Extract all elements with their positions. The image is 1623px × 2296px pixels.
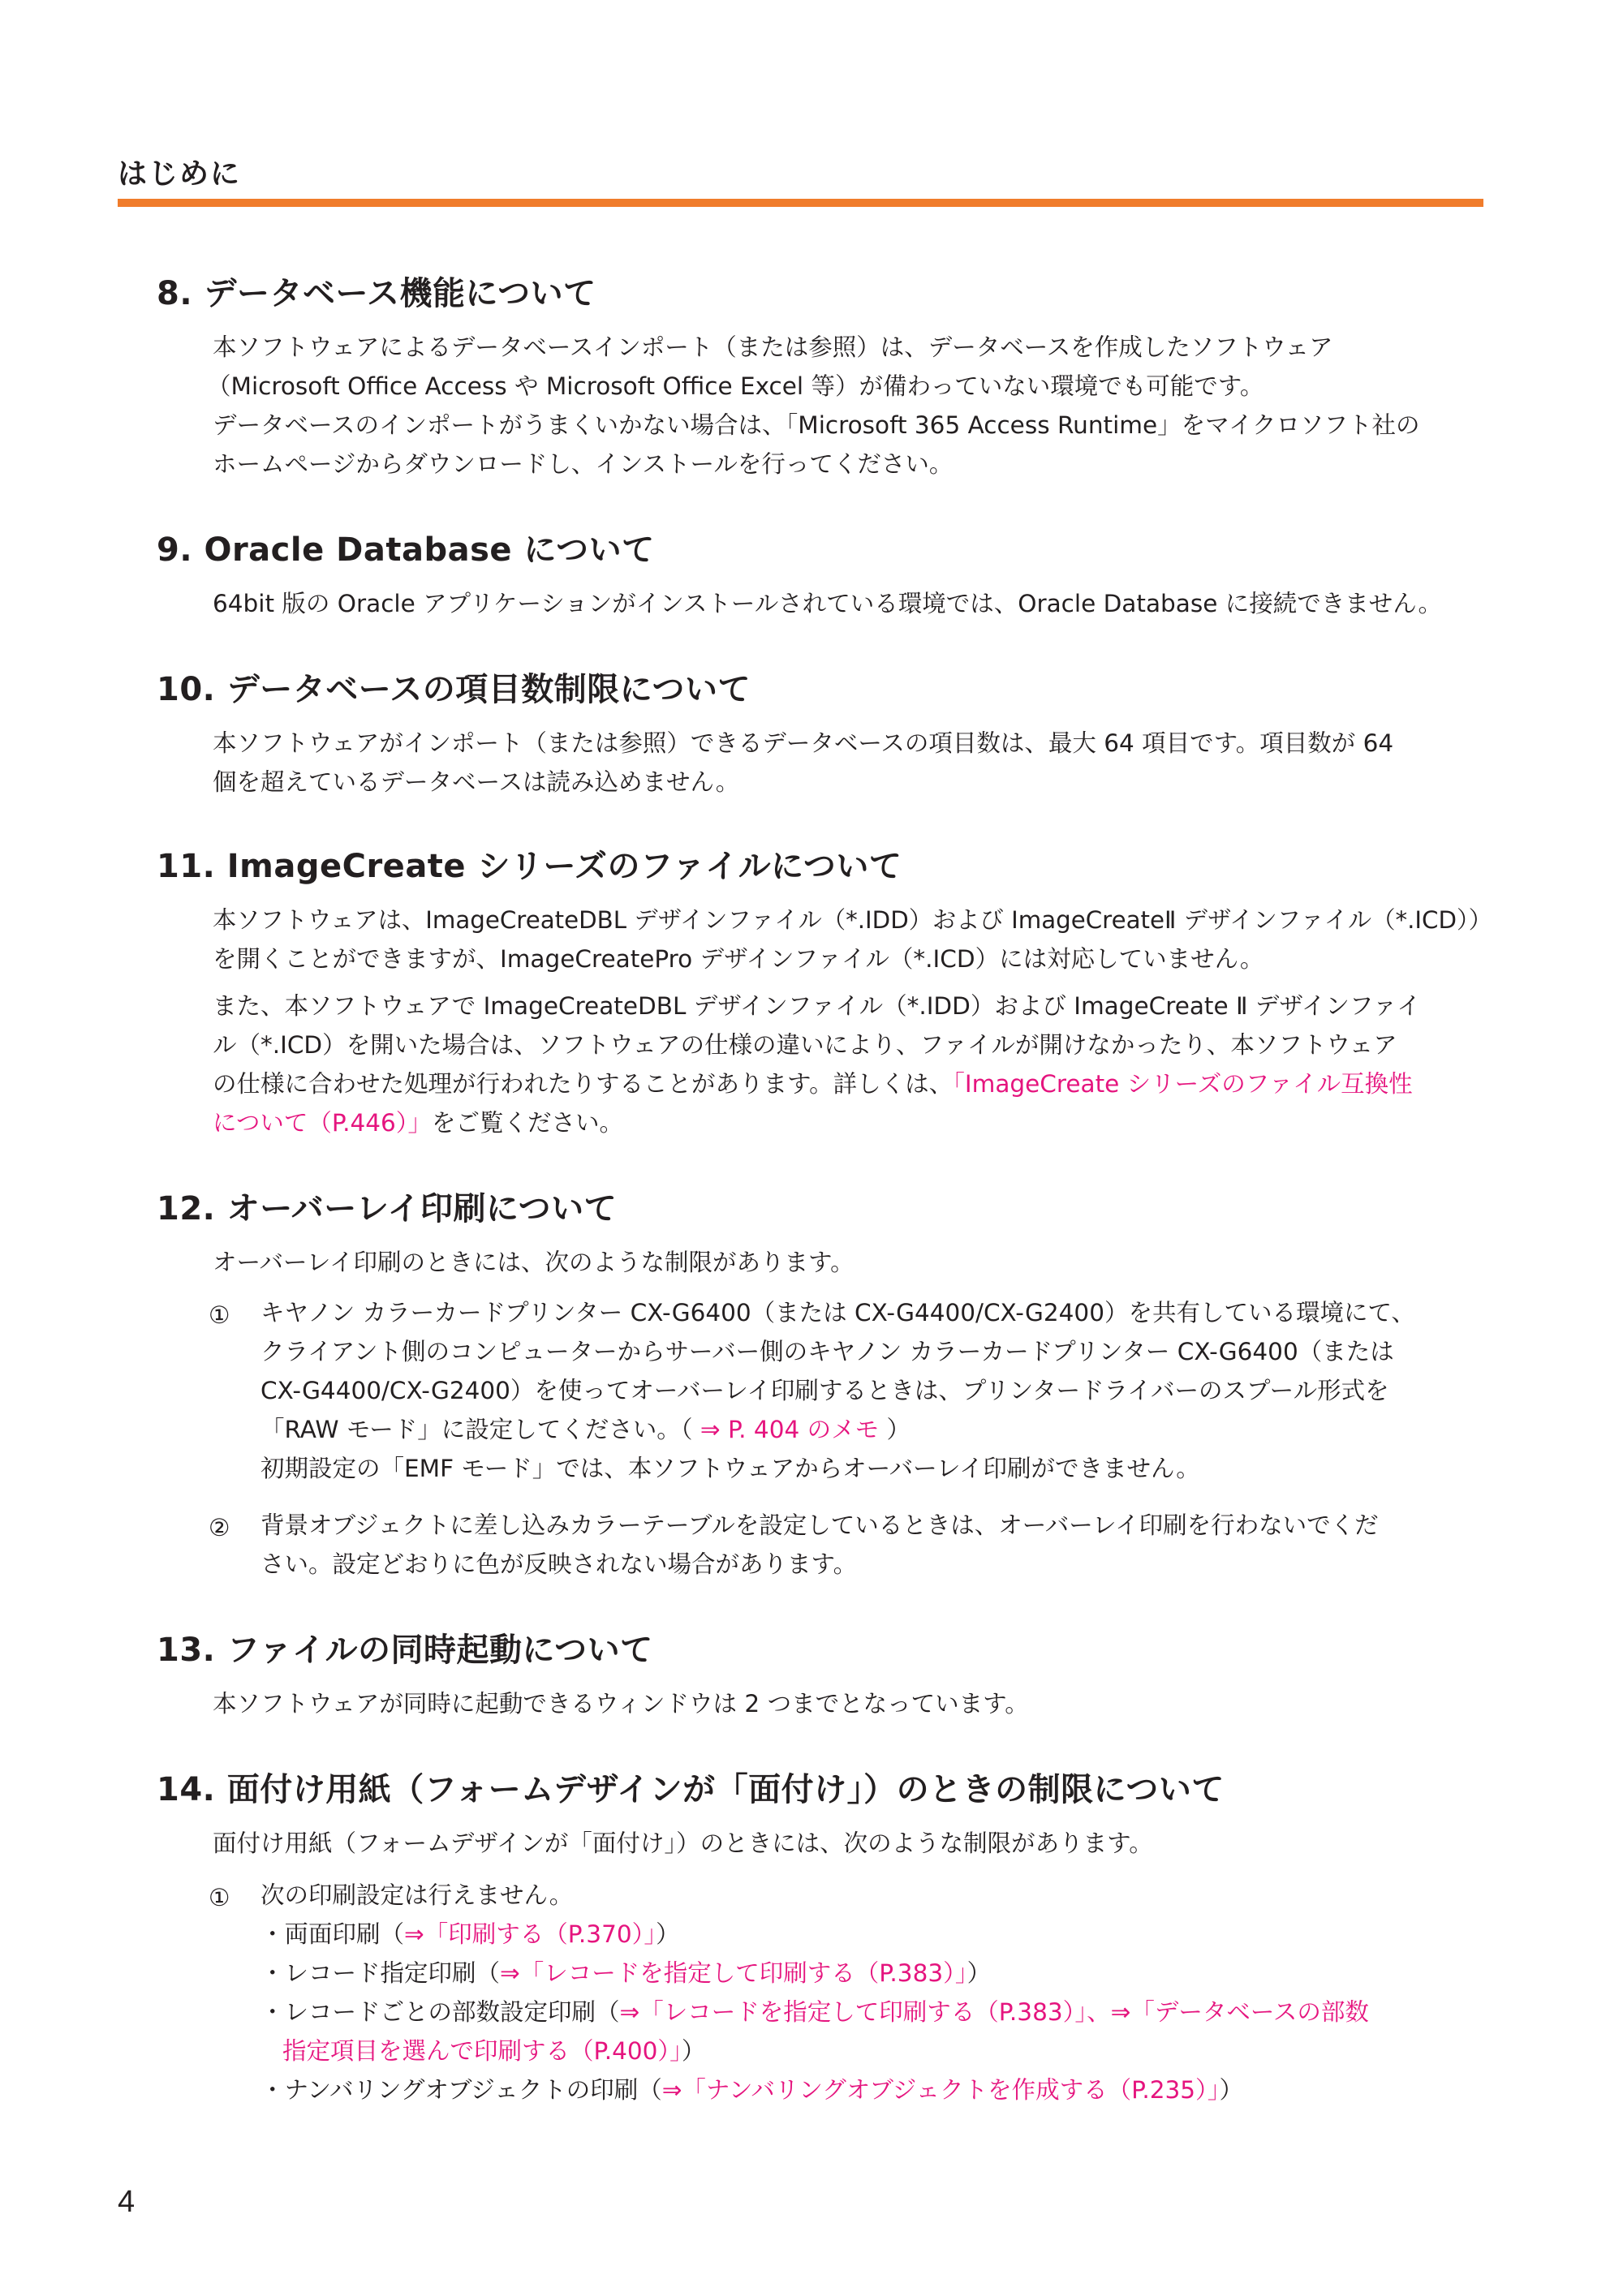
section-heading: 8. データベース機能について [157,275,596,312]
body-line: 64bit 版の Oracle アプリケーションがインストールされている環境では、Oracle Database に接続できません。 [213,590,1442,617]
body-line [213,1111,623,1136]
bullet-text: ） [1219,2076,1244,2104]
body-line: 本ソフトウェアがインポート（または参照）できるデータベースの項目数は、最大 64 項目です。項目数が 64 [213,729,1394,757]
memo-link[interactable]: ⇒ P. 404 のメモ [700,1416,880,1443]
list-item-line: CX-G4400/CX-G2400）を使ってオーバーレイ印刷するときは、プリンタードライバーのスプール形式を [260,1377,1389,1404]
bullet-item [282,2037,706,2065]
body-line: （Microsoft Office Access や Microsoft Office Excel 等）が備わっていない環境でも可能です。 [207,372,1264,400]
section-heading: 10. データベースの項目数制限について [157,671,751,708]
bullet-text: ・両面印刷（ [260,1920,405,1948]
section-heading: 12. オーバーレイ印刷について [157,1190,618,1228]
compatibility-link[interactable]: 「ImageCreate シリーズのファイル互換性 [953,1070,1413,1098]
body-line: データベースのインポートがうまくいかない場合は、「Microsoft 365 Access Runtime」をマイクロソフト社の [213,411,1420,439]
bullet-text: ） [966,1959,992,1987]
list-item-line: クライアント側のコンピューターからサーバー側のキヤノン カラーカードプリンター CX-G6400（または [260,1338,1394,1365]
body-line [213,1070,1413,1098]
body-line: 本ソフトウェアによるデータベースインポート（または参照）は、データベースを作成したソフトウェア [213,333,1333,361]
bullet-text: ・レコード指定印刷（ [260,1959,501,1987]
body-line: オーバーレイ印刷のときには、次のような制限があります。 [213,1249,855,1276]
body-line: 本ソフトウェアが同時に起動できるウィンドウは 2 つまでとなっています。 [213,1690,1029,1718]
body-line: を開くことができますが、ImageCreatePro デザインファイル（*.ICD）には対応していません。 [213,945,1264,973]
section-heading: 13. ファイルの同時起動について [157,1632,653,1669]
list-item-line: キヤノン カラーカードプリンター CX-G6400（または CX-G4400/CX-G2400）を共有している環境にて、 [260,1299,1415,1326]
cross-reference-link[interactable]: 指定項目を選んで印刷する（P.400）」 [282,2037,682,2065]
list-marker: ① [209,1884,230,1911]
list-marker: ② [209,1514,230,1541]
bullet-text: ） [681,2037,706,2065]
body-line: ホームページからダウンロードし、インストールを行ってください。 [213,450,954,478]
body-line: 本ソフトウェアは、ImageCreateDBL デザインファイル（*.IDD）および ImageCreateⅡ デザインファイル（*.ICD）） [213,906,1492,934]
body-text: 「RAW モード」に設定してください。（ [260,1416,700,1443]
bullet-item [260,2076,1244,2104]
section-heading: 14. 面付け用紙（フォームデザインが「面付け」）のときの制限について [157,1771,1225,1808]
bullet-text: ・ナンバリングオブジェクトの印刷（ [260,2076,662,2104]
cross-reference-link[interactable]: ⇒「レコードを指定して印刷する（P.383）」 [500,1959,967,1987]
body-line: ル（*.ICD）を開いた場合は、ソフトウェアの仕様の違いにより、ファイルが開けなかったり、本ソフトウェア [213,1031,1397,1059]
bullet-item [260,1920,680,1948]
header-title: はじめに [118,157,242,191]
list-item-line: 初期設定の「EMF モード」では、本ソフトウェアからオーバーレイ印刷ができません。 [260,1455,1200,1482]
section-heading: 9. Oracle Database について [157,531,655,569]
bullet-text: ） [656,1920,680,1948]
bullet-item [260,1959,992,1987]
list-item-line: 背景オブジェクトに差し込みカラーテーブルを設定しているときは、オーバーレイ印刷を行わないでくだ [260,1511,1379,1539]
bullet-text: ・レコードごとの部数設定印刷（ [260,1998,620,2026]
list-item-line: 次の印刷設定は行えません。 [260,1881,574,1909]
cross-reference-link[interactable]: ⇒「印刷する（P.370）」 [404,1920,657,1948]
bullet-item [260,1998,1369,2026]
cross-reference-link[interactable]: ⇒「レコードを指定して印刷する（P.383）」、⇒「データベースの部数 [619,1998,1369,2026]
list-item-line [260,1418,911,1443]
list-item-line: さい。設定どおりに色が反映されない場合があります。 [260,1550,858,1578]
body-text: の仕様に合わせた処理が行われたりすることがあります。詳しくは、 [213,1070,954,1098]
body-text: ） [879,1416,911,1443]
cross-reference-link[interactable]: ⇒「ナンバリングオブジェクトを作成する（P.235）」 [661,2076,1220,2104]
body-text: をご覧ください。 [432,1109,624,1137]
header-rule [118,199,1483,207]
body-line: また、本ソフトウェアで ImageCreateDBL デザインファイル（*.IDD）および ImageCreate Ⅱ デザインファイ [213,992,1421,1020]
section-heading: 11. ImageCreate シリーズのファイルについて [157,848,902,885]
body-line: 個を超えているデータベースは読み込めません。 [213,768,740,796]
list-marker: ① [209,1301,230,1329]
page-number: 4 [118,2185,136,2219]
body-line: 面付け用紙（フォームデザインが「面付け」）のときには、次のような制限があります。 [213,1829,1153,1857]
compatibility-link[interactable]: について（P.446）」 [213,1109,433,1137]
